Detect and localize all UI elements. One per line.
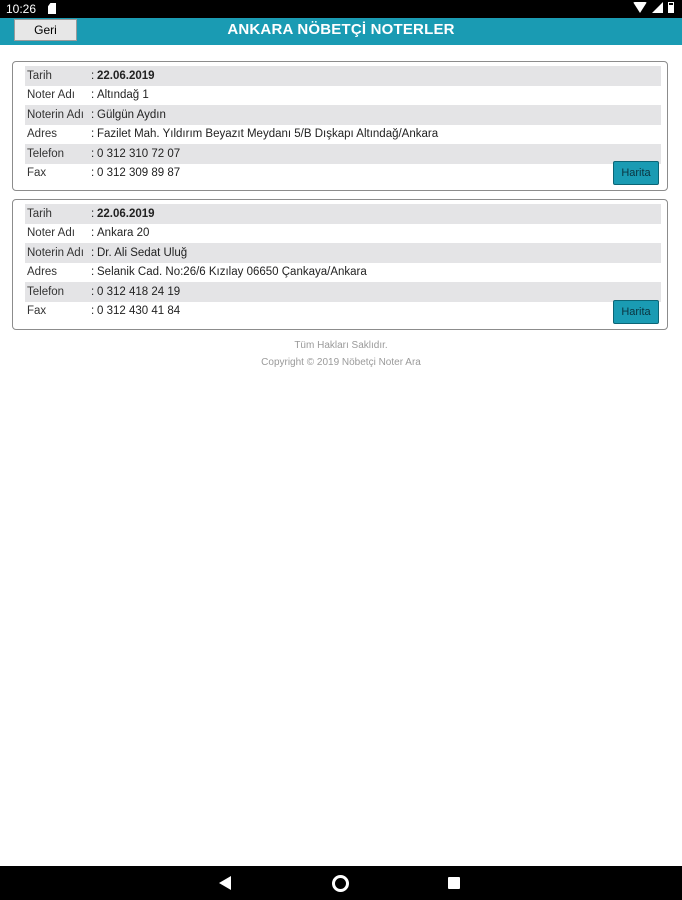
separator: : [91, 128, 95, 141]
row-fax [25, 302, 661, 322]
label-notary-person: Noterin Adı [27, 108, 84, 121]
row-address [25, 263, 661, 283]
back-button[interactable]: Geri [14, 19, 77, 41]
status-icons [633, 2, 674, 13]
page-title: ANKARA NÖBETÇİ NOTERLER [227, 21, 455, 38]
value-address: Fazilet Mah. Yıldırım Beyazıt Meydanı 5/B Dışkapı Altındağ/Ankara [97, 128, 439, 141]
footer-copyright: Copyright © 2019 Nöbetçi Noter Ara [261, 357, 421, 368]
value-fax: 0 312 309 89 87 [97, 167, 181, 180]
nav-back-icon[interactable] [219, 876, 231, 890]
separator: : [91, 89, 95, 102]
value-notary-person: Gülgün Aydın [97, 108, 166, 121]
map-button[interactable]: Harita [613, 300, 659, 324]
map-button[interactable]: Harita [613, 161, 659, 185]
label-fax: Fax [27, 305, 47, 318]
separator: : [91, 246, 95, 259]
label-phone: Telefon [27, 285, 65, 298]
separator: : [91, 305, 95, 318]
status-bar [0, 0, 682, 18]
separator: : [91, 167, 95, 180]
separator: : [91, 147, 95, 160]
value-phone[interactable]: 0 312 310 72 07 [97, 147, 181, 160]
row-fax [25, 164, 661, 184]
sd-card-icon [48, 3, 56, 14]
notary-details [25, 66, 661, 183]
notary-card [12, 199, 668, 330]
value-date: 22.06.2019 [97, 207, 155, 220]
system-nav-bar [0, 866, 682, 900]
row-notary-person [25, 243, 661, 263]
row-date [25, 204, 661, 224]
nav-recents-icon[interactable] [448, 877, 460, 889]
label-notary-person: Noterin Adı [27, 246, 84, 259]
notary-details [25, 204, 661, 321]
status-time: 10:26 [6, 2, 37, 16]
row-notary-name [25, 86, 661, 106]
row-phone [25, 282, 661, 302]
footer-rights: Tüm Hakları Saklıdır. [294, 340, 388, 351]
separator: : [91, 266, 95, 279]
label-date: Tarih [27, 69, 52, 82]
separator: : [91, 227, 95, 240]
notary-card [12, 61, 668, 191]
row-address [25, 125, 661, 145]
separator: : [91, 207, 95, 220]
battery-icon [668, 2, 674, 13]
separator: : [91, 285, 95, 298]
label-phone: Telefon [27, 147, 65, 160]
wifi-icon [633, 2, 647, 13]
label-address: Adres [27, 266, 58, 279]
row-notary-person [25, 105, 661, 125]
value-phone[interactable]: 0 312 418 24 19 [97, 285, 181, 298]
separator: : [91, 108, 95, 121]
signal-icon [652, 2, 663, 13]
value-notary-name: Altındağ 1 [97, 89, 149, 102]
app-header [0, 18, 682, 45]
value-date: 22.06.2019 [97, 69, 155, 82]
row-phone [25, 144, 661, 164]
row-date [25, 66, 661, 86]
label-fax: Fax [27, 167, 47, 180]
label-notary-name: Noter Adı [27, 227, 75, 240]
label-address: Adres [27, 128, 58, 141]
separator: : [91, 69, 95, 82]
label-date: Tarih [27, 207, 52, 220]
value-fax: 0 312 430 41 84 [97, 305, 181, 318]
label-notary-name: Noter Adı [27, 89, 75, 102]
value-notary-person: Dr. Ali Sedat Uluğ [97, 246, 188, 259]
value-notary-name: Ankara 20 [97, 227, 150, 240]
value-address: Selanik Cad. No:26/6 Kızılay 06650 Çankaya/Ankara [97, 266, 367, 279]
row-notary-name [25, 224, 661, 244]
nav-home-icon[interactable] [332, 875, 349, 892]
